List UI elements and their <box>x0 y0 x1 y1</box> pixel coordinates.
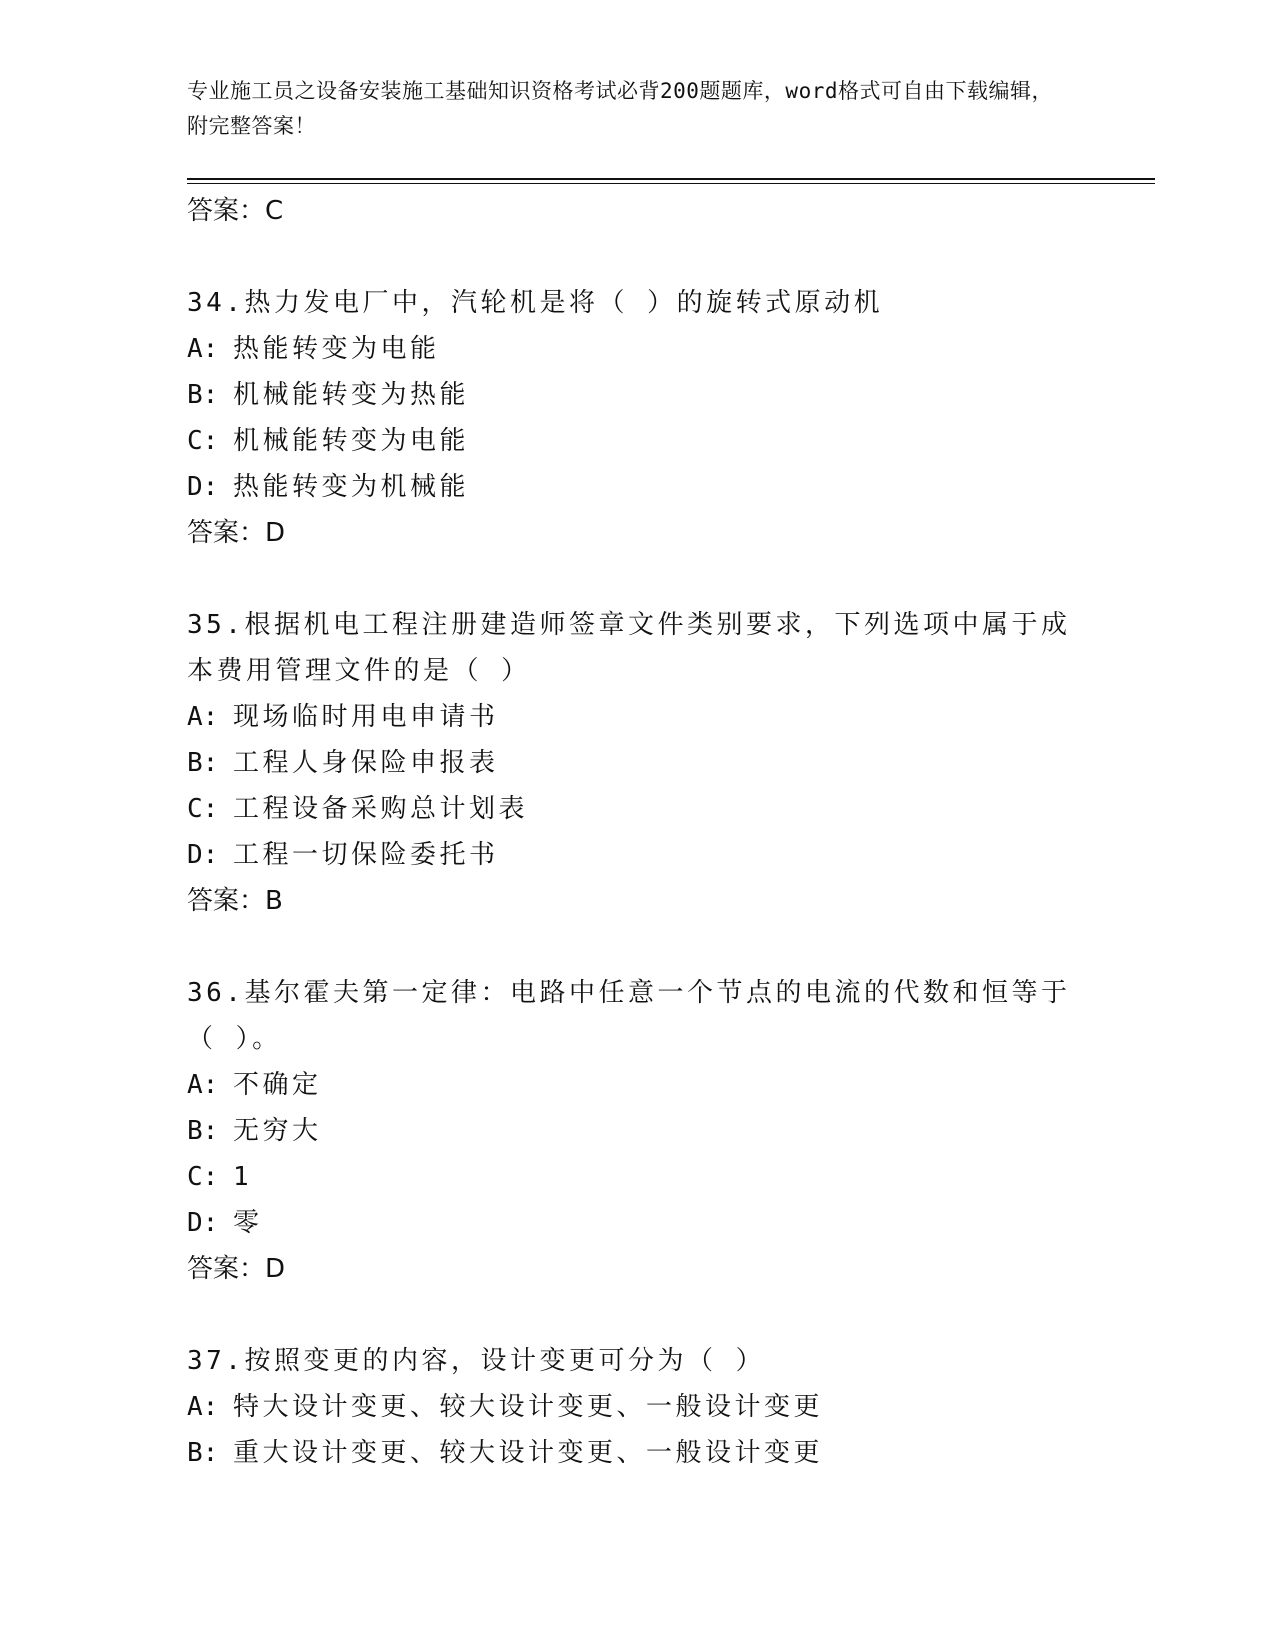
question-block <box>187 1338 1087 1476</box>
question-text: 37.按照变更的内容，设计变更可分为（ ） <box>187 1346 766 1376</box>
option-text: 热能转变为电能 <box>233 334 440 364</box>
answer-line: 答案：D <box>187 1254 286 1284</box>
question-text: 34.热力发电厂中，汽轮机是将（ ）的旋转式原动机 <box>187 288 884 318</box>
option-a <box>187 326 1087 372</box>
option-text: 零 <box>233 1208 263 1238</box>
option-text: 重大设计变更、较大设计变更、一般设计变更 <box>233 1438 824 1468</box>
previous-answer: 答案：C <box>187 196 284 226</box>
option-text: 工程设备采购总计划表 <box>233 794 529 824</box>
option-letter: A: <box>187 1070 219 1100</box>
option-text: 特大设计变更、较大设计变更、一般设计变更 <box>233 1392 824 1422</box>
option-letter: A: <box>187 702 219 732</box>
question-text: 36.基尔霍夫第一定律：电路中任意一个节点的电流的代数和恒等于（ ）。 <box>187 978 1071 1054</box>
option-letter: D: <box>187 840 219 870</box>
spacer <box>187 234 1087 280</box>
option-b <box>187 740 1087 786</box>
option-text: 不确定 <box>233 1070 322 1100</box>
spacer <box>187 924 1087 970</box>
question-text: 35.根据机电工程注册建造师签章文件类别要求，下列选项中属于成本费用管理文件的是（ ） <box>187 610 1071 686</box>
option-c <box>187 418 1087 464</box>
option-text: 机械能转变为电能 <box>233 426 470 456</box>
option-letter: B: <box>187 748 219 778</box>
option-text: 热能转变为机械能 <box>233 472 470 502</box>
question-list <box>187 188 1087 1476</box>
option-d <box>187 464 1087 510</box>
document-header <box>187 74 1067 144</box>
question-block <box>187 280 1087 556</box>
question-block <box>187 602 1087 924</box>
option-letter: B: <box>187 380 219 410</box>
spacer <box>187 1292 1087 1338</box>
option-letter: A: <box>187 334 219 364</box>
option-text: 现场临时用电申请书 <box>233 702 499 732</box>
option-b <box>187 372 1087 418</box>
answer-line: 答案：B <box>187 886 283 916</box>
option-text: 工程人身保险申报表 <box>233 748 499 778</box>
option-letter: D: <box>187 1208 219 1238</box>
option-b <box>187 1108 1087 1154</box>
question-block <box>187 970 1087 1292</box>
option-d <box>187 1200 1087 1246</box>
option-c <box>187 1154 1087 1200</box>
option-a <box>187 1384 1087 1430</box>
option-letter: B: <box>187 1438 219 1468</box>
option-d <box>187 832 1087 878</box>
option-letter: C: <box>187 1162 219 1192</box>
option-a <box>187 1062 1087 1108</box>
option-a <box>187 694 1087 740</box>
option-c <box>187 786 1087 832</box>
option-letter: D: <box>187 472 219 502</box>
option-text: 无穷大 <box>233 1116 322 1146</box>
option-letter: A: <box>187 1392 219 1422</box>
option-b <box>187 1430 1087 1476</box>
option-text: 工程一切保险委托书 <box>233 840 499 870</box>
option-letter: C: <box>187 426 219 456</box>
header-text: 专业施工员之设备安装施工基础知识资格考试必背200题题库，word格式可自由下载编辑，附完整答案！ <box>187 79 1053 138</box>
option-letter: C: <box>187 794 219 824</box>
header-rule-thin <box>187 183 1155 184</box>
spacer <box>187 556 1087 602</box>
header-rule-thick <box>187 178 1155 180</box>
option-text: 1 <box>233 1162 253 1192</box>
answer-line: 答案：D <box>187 518 286 548</box>
option-letter: B: <box>187 1116 219 1146</box>
option-text: 机械能转变为热能 <box>233 380 470 410</box>
